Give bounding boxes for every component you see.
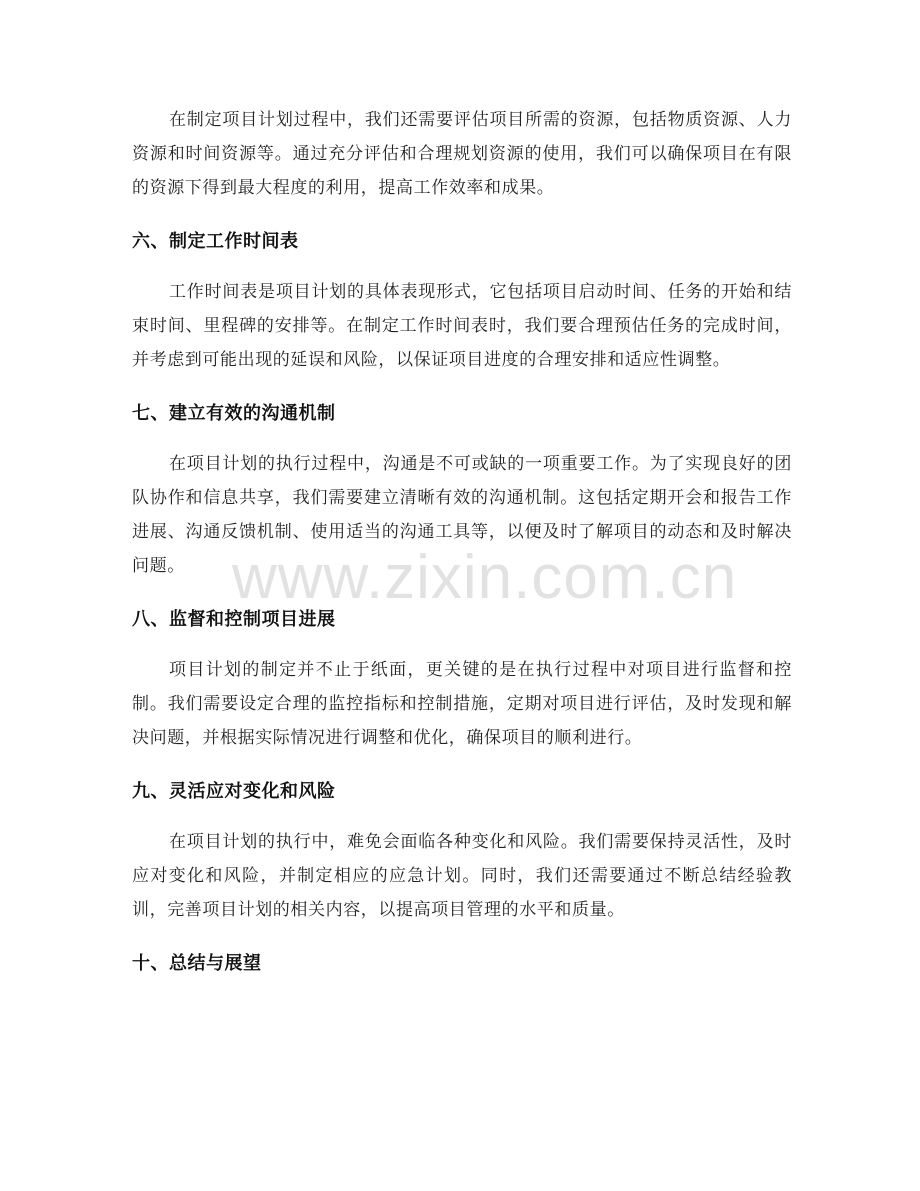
section-heading-8: 八、监督和控制项目进展 bbox=[132, 609, 336, 630]
spacer bbox=[132, 927, 792, 949]
section-paragraph-8: 项目计划的制定并不止于纸面，更关键的是在执行过程中对项目进行监督和控制。我们需要设定合理的监控指标和控制措施，定期对项目进行评估，及时发现和解决问题，并根据实际情况进行调整和优化，确保项目的顺利进行。 bbox=[132, 660, 792, 748]
section-heading-9: 九、灵活应对变化和风险 bbox=[132, 781, 336, 802]
section-heading-6: 六、制定工作时间表 bbox=[132, 231, 299, 252]
spacer bbox=[132, 635, 792, 653]
spacer bbox=[132, 205, 792, 227]
spacer bbox=[132, 807, 792, 825]
section-paragraph-9: 在项目计划的执行中，难免会面临各种变化和风险。我们需要保持灵活性，及时应对变化和风险，并制定相应的应急计划。同时，我们还需要通过不断总结经验教训，完善项目计划的相关内容，以提高项目管理的水平和质量。 bbox=[132, 832, 792, 920]
watermark: www.zixin.com.cn bbox=[232, 543, 738, 612]
section-heading-10: 十、总结与展望 bbox=[132, 953, 262, 974]
section-paragraph-7: 在项目计划的执行过程中，沟通是不可或缺的一项重要工作。为了实现良好的团队协作和信息共享，我们需要建立清晰有效的沟通机制。这包括定期开会和报告工作进展、沟通反馈机制、使用适当的沟通工具等，以便及时了解项目的动态和及时解决问题。 bbox=[132, 454, 792, 576]
spacer bbox=[132, 429, 792, 447]
spacer bbox=[132, 257, 792, 275]
spacer bbox=[132, 583, 792, 605]
document-body bbox=[132, 103, 792, 979]
spacer bbox=[132, 377, 792, 399]
section-heading-7: 七、建立有效的沟通机制 bbox=[132, 403, 336, 424]
spacer bbox=[132, 755, 792, 777]
section-paragraph-6: 工作时间表是项目计划的具体表现形式，它包括项目启动时间、任务的开始和结束时间、里程碑的安排等。在制定工作时间表时，我们要合理预估任务的完成时间，并考虑到可能出现的延误和风险，以保证项目进度的合理安排和适应性调整。 bbox=[132, 282, 792, 370]
intro-paragraph: 在制定项目计划过程中，我们还需要评估项目所需的资源，包括物质资源、人力资源和时间资源等。通过充分评估和合理规划资源的使用，我们可以确保项目在有限的资源下得到最大程度的利用，提高工作效率和成果。 bbox=[132, 110, 792, 198]
